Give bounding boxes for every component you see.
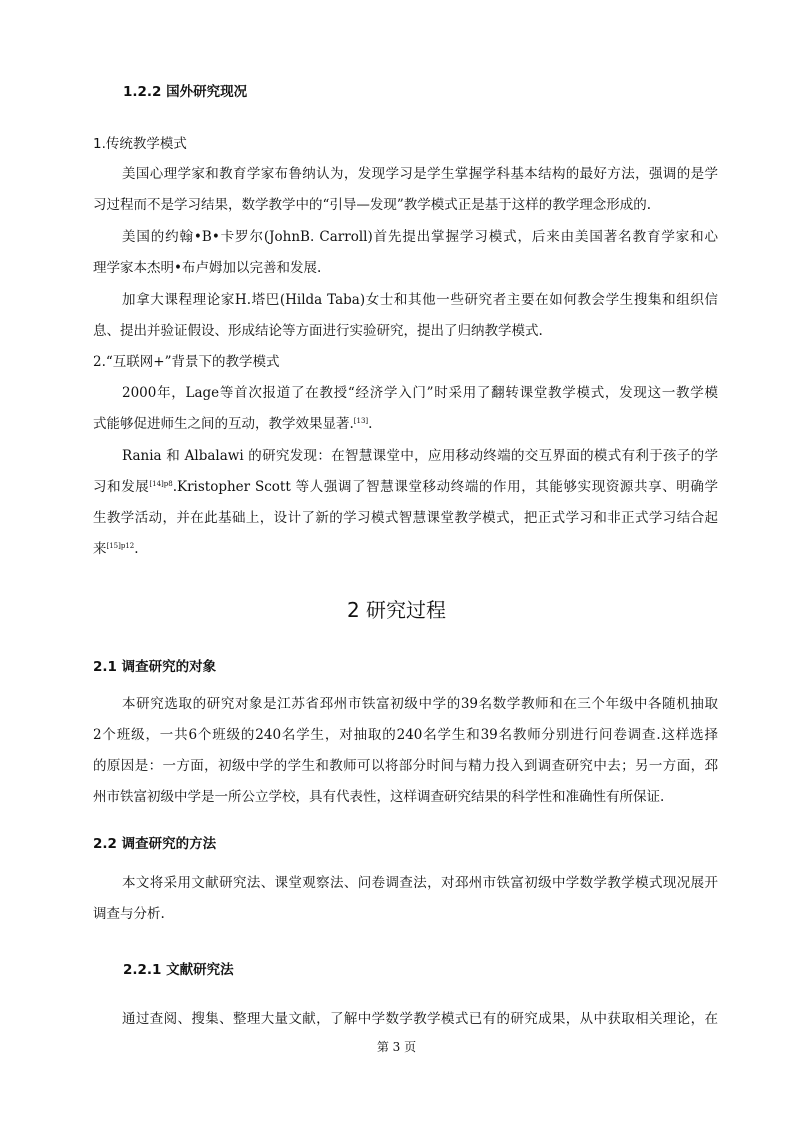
paragraph-line: Rania 和 Albalawi 的研究发现：在智慧课堂中，应用移动终端的交互界面的模式有利于孩子的学 (122, 448, 718, 464)
paragraph-line: 生教学活动，并在此基础上，设计了新的学习模式智慧课堂教学模式，把正式学习和非正式学习结合起 (93, 510, 718, 526)
paragraph-line: 美国心理学家和教育学家布鲁纳认为，发现学习是学生掌握学科基本结构的最好方法，强调的是学 (122, 166, 718, 182)
section-heading-2-1: 2.1 调查研究的对象 (93, 659, 217, 675)
paragraph-line: 美国的约翰•B•卡罗尔(JohnB. Carroll)首先提出掌握学习模式，后来由美国著名教育学家和心 (122, 229, 718, 245)
chapter-title: 2 研究过程 (346, 598, 447, 622)
section-heading-2-2: 2.2 调查研究的方法 (93, 836, 217, 852)
paragraph-line: 本研究选取的研究对象是江苏省邳州市铁富初级中学的39名数学教师和在三个年级中各随机抽取 (122, 696, 718, 712)
paragraph-line (93, 477, 718, 497)
paragraph-line: 本文将采用文献研究法、课堂观察法、问卷调查法，对邳州市铁富初级中学数学教学模式现况展开 (122, 875, 718, 891)
paragraph-line (93, 414, 718, 434)
citation: [13] (353, 417, 369, 425)
list-item-traditional-models: 1.传统教学模式 (93, 136, 187, 152)
paragraph-text: .Kristopher Scott 等人强调了智慧课堂移动终端的作用，其能够实现资源共享、明确学 (172, 479, 718, 495)
paragraph-line: 习过程而不是学习结果，数学教学中的“引导—发现”教学模式正是基于这样的教学理念形成的. (93, 197, 652, 213)
paragraph-text: . (368, 416, 373, 432)
paragraph-text: . (134, 541, 139, 557)
paragraph-line: 州市铁富初级中学是一所公立学校，具有代表性，这样调查研究结果的科学性和准确性有所保证. (93, 789, 665, 805)
list-item-internet-plus-models: 2.“互联网+”背景下的教学模式 (93, 354, 280, 370)
paragraph-line: 2000年，Lage等首次报道了在教授“经济学入门”时采用了翻转课堂教学模式，发现这一教学模 (122, 385, 718, 401)
paragraph-text: 来 (93, 541, 107, 557)
page-number: 第 3 页 (376, 1040, 417, 1054)
paragraph-line: 通过查阅、搜集、整理大量文献，了解中学数学教学模式已有的研究成果，从中获取相关理论，在 (122, 1011, 718, 1027)
section-heading-1-2-2: 1.2.2 国外研究现况 (123, 84, 248, 100)
paragraph-text: 式能够促进师生之间的互动，教学效果显著. (93, 416, 354, 432)
section-heading-2-2-1: 2.2.1 文献研究法 (123, 962, 234, 978)
paragraph-line: 2个班级，一共6个班级的240名学生，对抽取的240名学生和39名教师分别进行问卷调查.这样选择 (93, 727, 718, 743)
paragraph-line (93, 539, 718, 559)
paragraph-line: 的原因是：一方面，初级中学的学生和教师可以将部分时间与精力投入到调查研究中去；另一方面，邳 (93, 758, 718, 774)
citation: [15]p12 (106, 542, 135, 550)
paragraph-line: 理学家本杰明•布卢姆加以完善和发展. (93, 260, 322, 276)
paragraph-line: 息、提出并验证假设、形成结论等方面进行实验研究，提出了归纳教学模式. (93, 323, 543, 339)
paragraph-line: 调查与分析. (93, 906, 165, 922)
paragraph-text: 习和发展 (93, 479, 150, 495)
paragraph-line: 加拿大课程理论家H.塔巴(Hilda Taba)女士和其他一些研究者主要在如何教会学生搜集和组织信 (122, 292, 718, 308)
citation: [14]p8 (149, 480, 173, 488)
